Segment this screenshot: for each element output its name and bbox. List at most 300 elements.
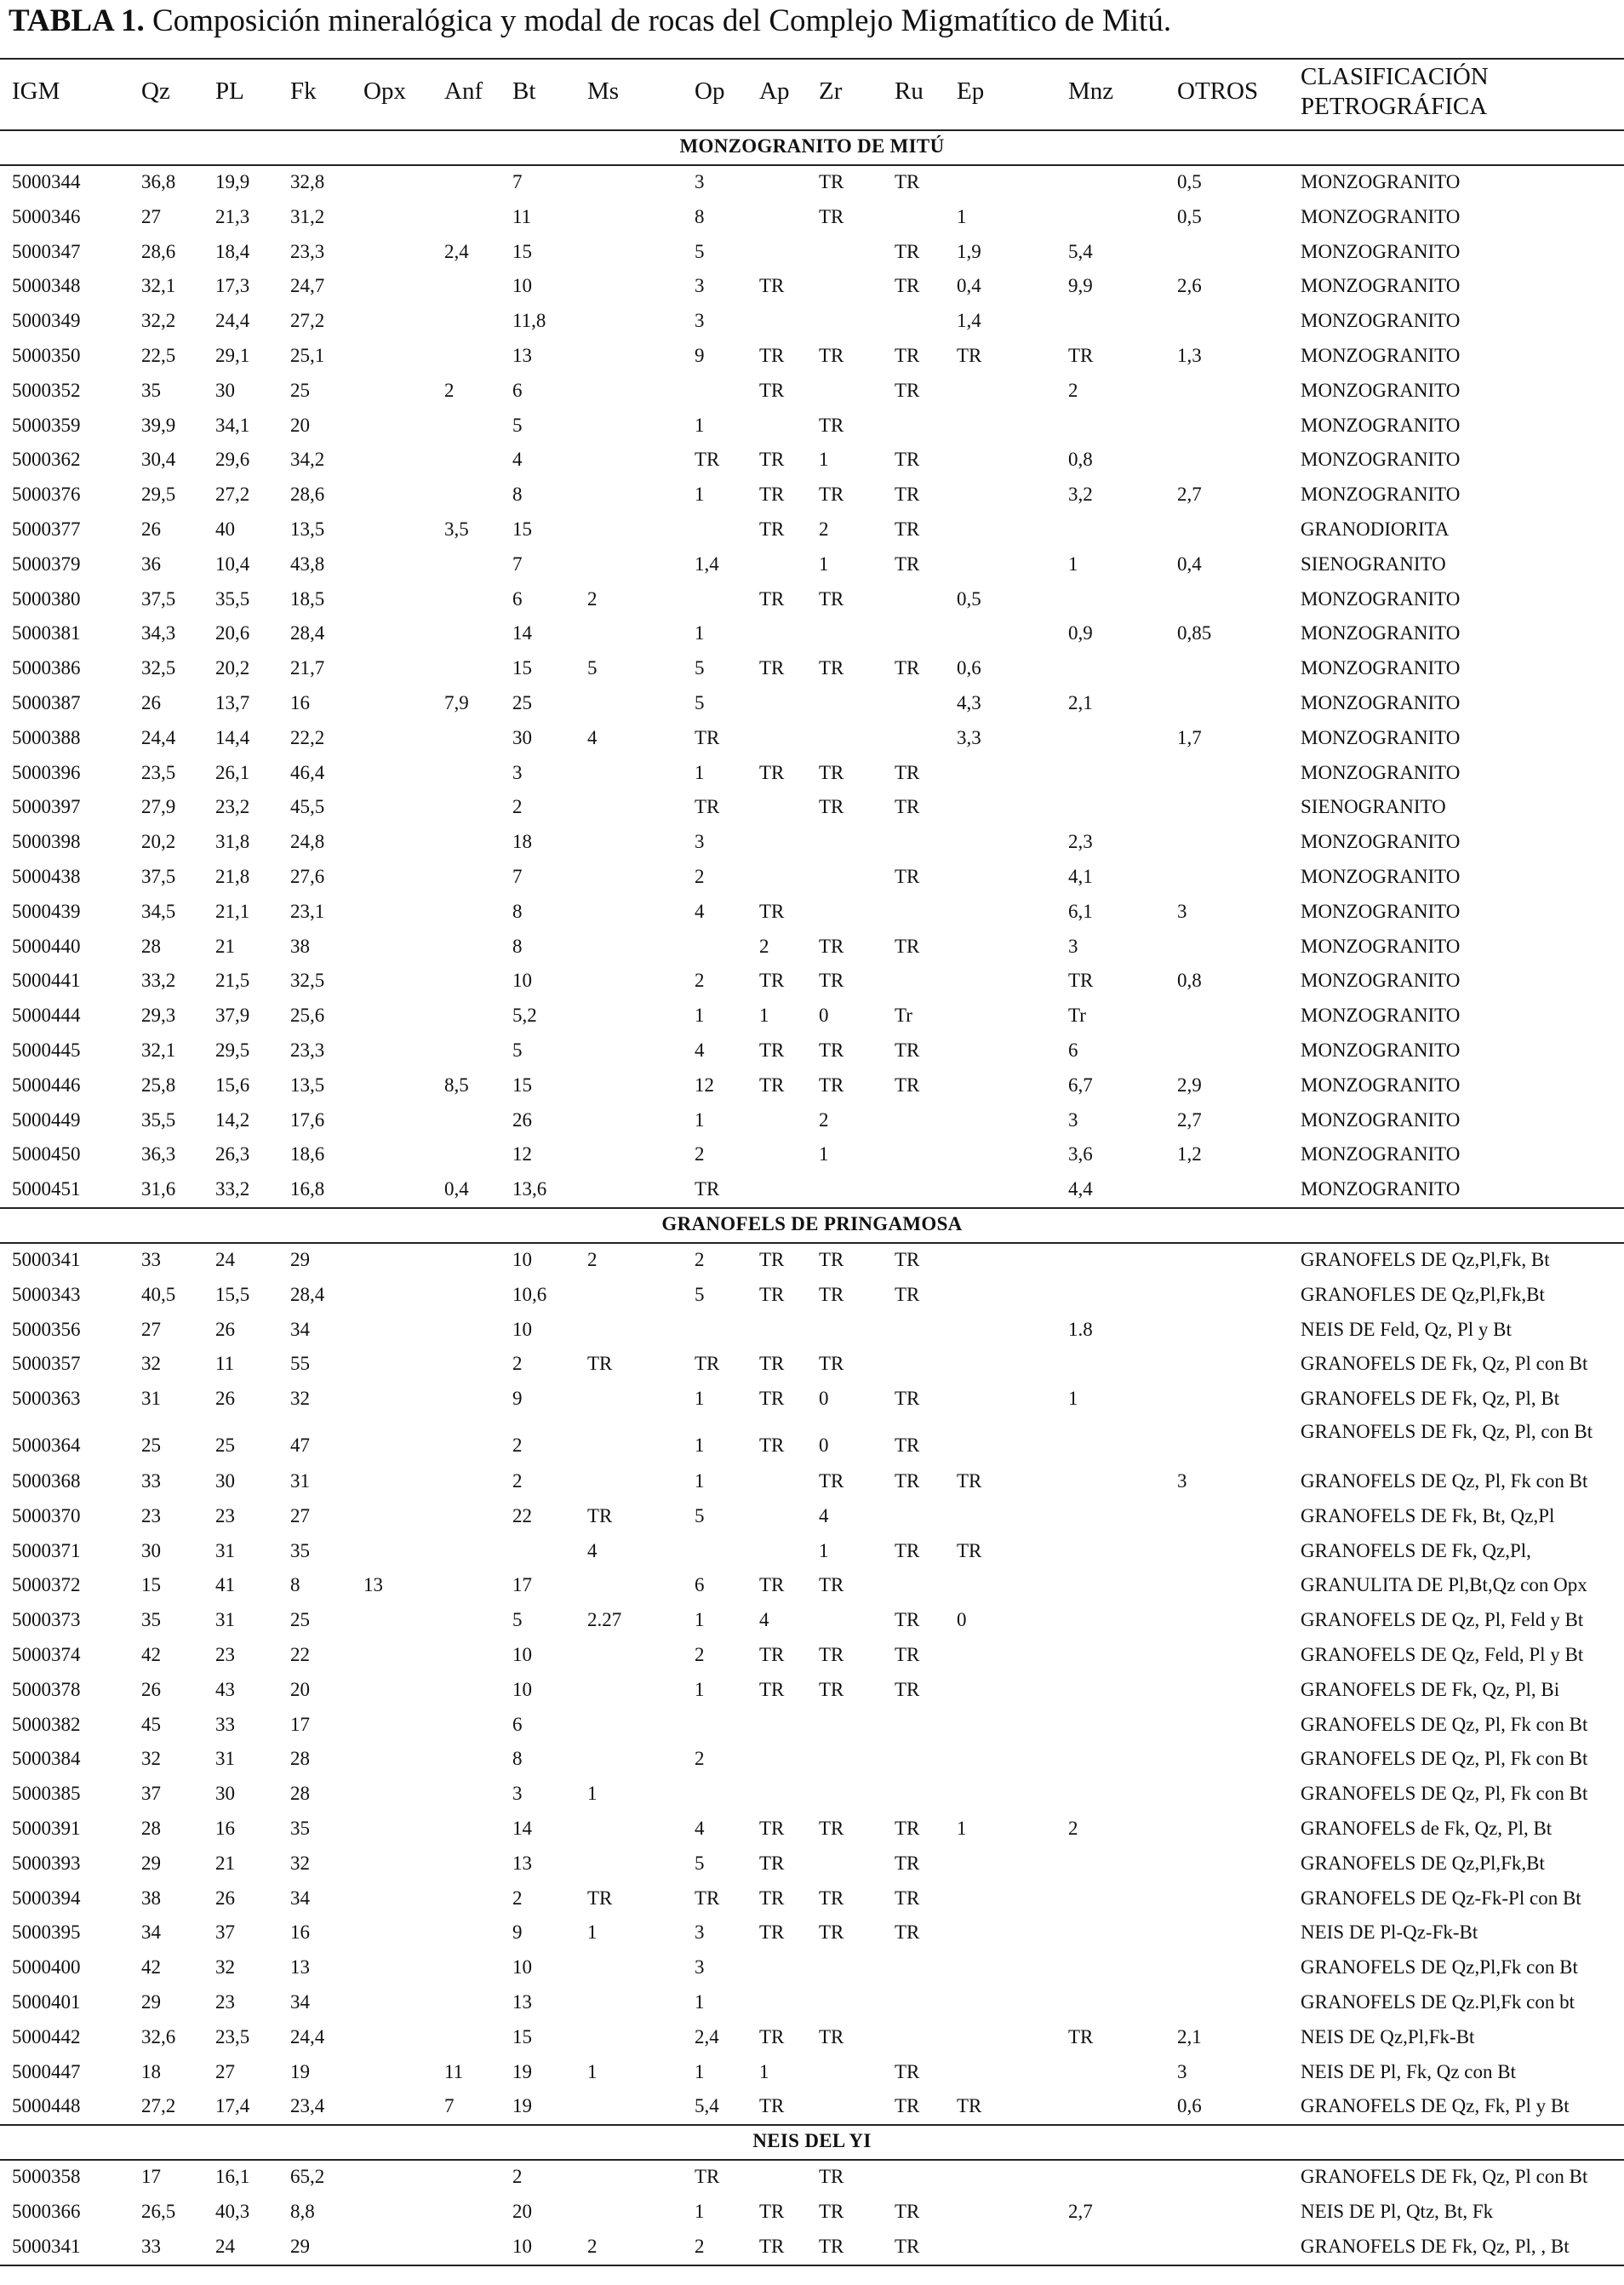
value-cell: TR xyxy=(819,796,844,818)
value-cell: 24,4 xyxy=(141,726,176,748)
value-cell: 8,5 xyxy=(444,1074,469,1096)
classification-cell: GRANOFELS DE Fk, Qz, Pl, Bt xyxy=(1301,1388,1560,1410)
table-row xyxy=(0,616,1624,651)
value-cell: 38 xyxy=(290,935,310,957)
value-cell: 0 xyxy=(819,1435,829,1456)
value-cell: 1 xyxy=(695,1388,705,1410)
value-cell: 17,3 xyxy=(215,275,250,297)
table-row xyxy=(0,443,1624,478)
value-cell: 4,4 xyxy=(1068,1178,1093,1200)
table-row xyxy=(0,478,1624,513)
igm-cell: 5000438 xyxy=(12,866,81,887)
value-cell: 27 xyxy=(141,205,161,227)
value-cell: TR xyxy=(819,1921,844,1944)
table-row xyxy=(0,2020,1624,2055)
table-row xyxy=(0,1347,1624,1382)
classification-cell: GRANOFELS DE Fk, Qz,Pl, xyxy=(1301,1539,1531,1561)
igm-cell: 5000374 xyxy=(12,1644,81,1665)
value-cell: TR xyxy=(895,1818,920,1839)
value-cell: 23 xyxy=(215,1504,235,1526)
table-row xyxy=(0,825,1624,860)
column-header: Ms xyxy=(587,77,620,105)
classification-cell: MONZOGRANITO xyxy=(1301,171,1461,192)
value-cell: 2 xyxy=(1068,379,1078,401)
value-cell: TR xyxy=(895,1887,920,1909)
classification-cell: MONZOGRANITO xyxy=(1301,1039,1461,1061)
value-cell: TR xyxy=(819,657,844,679)
classification-cell: GRANOFELS DE Qz, Pl, Fk con Bt xyxy=(1301,1783,1588,1805)
value-cell: TR xyxy=(695,1178,720,1200)
igm-cell: 5000341 xyxy=(12,2235,81,2257)
value-cell: 0 xyxy=(819,1388,829,1410)
value-cell: 8 xyxy=(512,484,523,506)
value-cell: TR xyxy=(695,1353,720,1375)
value-cell: 2 xyxy=(819,518,829,540)
value-cell: TR xyxy=(895,1249,920,1270)
value-cell: 47 xyxy=(290,1435,310,1456)
value-cell: TR xyxy=(695,1887,720,1909)
value-cell: TR xyxy=(1068,2025,1094,2047)
value-cell: 3 xyxy=(695,310,705,332)
value-cell: 26 xyxy=(141,518,161,540)
value-cell: 37,9 xyxy=(215,1005,250,1027)
value-cell: 27 xyxy=(215,2060,235,2082)
value-cell: TR xyxy=(695,796,720,818)
classification-cell: NEIS DE Pl, Qtz, Bt, Fk xyxy=(1301,2201,1494,2222)
value-cell: 2,7 xyxy=(1068,2201,1093,2222)
value-cell: 7 xyxy=(512,553,523,575)
igm-cell: 5000384 xyxy=(12,1748,81,1770)
value-cell: 1,7 xyxy=(1177,726,1202,748)
value-cell: 36,8 xyxy=(141,171,176,192)
value-cell: 30 xyxy=(215,1470,235,1492)
table-row xyxy=(0,2195,1624,2230)
value-cell: TR xyxy=(895,379,920,401)
value-cell: 22 xyxy=(290,1644,310,1665)
value-cell: 19 xyxy=(512,2060,532,2082)
value-cell: 13,5 xyxy=(290,518,325,540)
value-cell: 25,1 xyxy=(290,345,325,366)
value-cell: 7 xyxy=(444,2095,455,2117)
value-cell: 37 xyxy=(215,1921,235,1944)
value-cell: 26 xyxy=(141,1678,161,1700)
table-row xyxy=(0,1034,1624,1068)
value-cell: 30 xyxy=(512,726,532,748)
value-cell: 31 xyxy=(141,1388,161,1410)
value-cell: 32 xyxy=(141,1748,161,1770)
value-cell: TR xyxy=(819,2201,844,2222)
value-cell: TR xyxy=(819,1470,844,1492)
table-top-rule xyxy=(0,58,1624,60)
value-cell: 5 xyxy=(695,1852,705,1874)
value-cell: 2 xyxy=(695,1748,705,1770)
value-cell: 23,5 xyxy=(215,2025,250,2047)
value-cell: TR xyxy=(819,484,844,506)
igm-cell: 5000372 xyxy=(12,1574,81,1596)
classification-cell: GRANOFELS DE Qz-Fk-Pl con Bt xyxy=(1301,1887,1581,1909)
value-cell: 20 xyxy=(290,414,310,436)
value-cell: 1 xyxy=(695,622,705,644)
table-row xyxy=(0,339,1624,374)
classification-cell: MONZOGRANITO xyxy=(1301,449,1461,471)
value-cell: 12 xyxy=(512,1143,532,1165)
value-cell: 28 xyxy=(290,1783,310,1805)
value-cell: 0 xyxy=(957,1609,967,1631)
value-cell: TR xyxy=(759,1249,785,1270)
table-row xyxy=(0,235,1624,270)
igm-cell: 5000382 xyxy=(12,1713,81,1735)
value-cell: 33 xyxy=(215,1713,235,1735)
value-cell: 3,2 xyxy=(1068,484,1093,506)
value-cell: 45 xyxy=(141,1713,161,1735)
value-cell: 16,8 xyxy=(290,1178,325,1200)
value-cell: 35,5 xyxy=(215,587,250,610)
classification-cell: MONZOGRANITO xyxy=(1301,1178,1461,1200)
value-cell: 11,8 xyxy=(512,310,546,332)
igm-cell: 5000378 xyxy=(12,1678,81,1700)
value-cell: 4 xyxy=(759,1609,769,1631)
value-cell: 10 xyxy=(512,275,532,297)
value-cell: 23,2 xyxy=(215,796,250,818)
value-cell: TR xyxy=(587,1887,613,1909)
classification-cell: GRANOFELS DE Qz, Pl, Fk con Bt xyxy=(1301,1470,1588,1492)
value-cell: 25 xyxy=(512,692,532,713)
value-cell: 21,7 xyxy=(290,657,325,679)
value-cell: 13 xyxy=(512,1991,532,2013)
classification-cell: MONZOGRANITO xyxy=(1301,587,1461,610)
value-cell: TR xyxy=(819,1353,844,1375)
value-cell: 31 xyxy=(215,1748,235,1770)
value-cell: TR xyxy=(759,1921,785,1944)
value-cell: 34 xyxy=(141,1921,161,1944)
value-cell: TR xyxy=(695,2166,720,2188)
value-cell: 17,6 xyxy=(290,1108,325,1131)
value-cell: 33,2 xyxy=(215,1178,250,1200)
value-cell: 1 xyxy=(695,414,705,436)
value-cell: 18,5 xyxy=(290,587,325,610)
value-cell: TR xyxy=(759,484,785,506)
value-cell: 2,3 xyxy=(1068,831,1093,853)
value-cell: 34,3 xyxy=(141,622,176,644)
value-cell: 33 xyxy=(141,1249,161,1270)
igm-cell: 5000449 xyxy=(12,1108,81,1131)
value-cell: 5,2 xyxy=(512,1005,537,1027)
classification-cell: GRANOFELS DE Qz, Pl, Fk con Bt xyxy=(1301,1748,1588,1770)
value-cell: TR xyxy=(895,2201,920,2222)
value-cell: 3 xyxy=(512,1783,523,1805)
value-cell: TR xyxy=(759,587,785,610)
value-cell: 0,8 xyxy=(1177,970,1202,992)
classification-cell: GRANOFELS DE Qz,Pl,Fk con Bt xyxy=(1301,1956,1578,1979)
value-cell: 29 xyxy=(141,1991,161,2013)
value-cell: 4 xyxy=(512,449,523,471)
table-row xyxy=(0,1777,1624,1812)
value-cell: TR xyxy=(895,761,920,783)
value-cell: 28 xyxy=(141,935,161,957)
classification-cell: GRANODIORITA xyxy=(1301,518,1450,540)
value-cell: 32,2 xyxy=(141,310,176,332)
value-cell: 35 xyxy=(290,1539,310,1561)
column-header: PL xyxy=(215,77,244,105)
value-cell: 1 xyxy=(819,449,829,471)
value-cell: 1 xyxy=(819,553,829,575)
value-cell: 4 xyxy=(587,1539,598,1561)
value-cell: 25 xyxy=(290,379,310,401)
value-cell: 26 xyxy=(215,1318,235,1340)
value-cell: 26 xyxy=(141,692,161,713)
value-cell: 22,5 xyxy=(141,345,176,366)
value-cell: TR xyxy=(759,2201,785,2222)
classification-cell: MONZOGRANITO xyxy=(1301,240,1461,262)
value-cell: 3 xyxy=(1177,900,1187,922)
value-cell: 34,5 xyxy=(141,900,176,922)
value-cell: 20,6 xyxy=(215,622,250,644)
value-cell: 0,9 xyxy=(1068,622,1093,644)
value-cell: 32,6 xyxy=(141,2025,176,2047)
table-bottom-rule xyxy=(0,2265,1624,2266)
value-cell: 34,1 xyxy=(215,414,250,436)
table-row xyxy=(0,756,1624,791)
classification-cell: GRANOFELS DE Qz, Pl, Feld y Bt xyxy=(1301,1609,1584,1631)
value-cell: 13,6 xyxy=(512,1178,547,1200)
value-cell: 5 xyxy=(512,414,523,436)
value-cell: TR xyxy=(895,1921,920,1944)
value-cell: 27,2 xyxy=(215,484,250,506)
igm-cell: 5000364 xyxy=(12,1435,81,1456)
classification-cell: MONZOGRANITO xyxy=(1301,622,1461,644)
table-row xyxy=(0,1673,1624,1708)
classification-cell: MONZOGRANITO xyxy=(1301,1143,1461,1165)
value-cell: 21,3 xyxy=(215,205,250,227)
value-cell: 6 xyxy=(512,379,523,401)
value-cell: 37,5 xyxy=(141,587,176,610)
classification-cell: MONZOGRANITO xyxy=(1301,1005,1461,1027)
igm-cell: 5000441 xyxy=(12,970,81,992)
igm-cell: 5000401 xyxy=(12,1991,81,2013)
classification-cell: MONZOGRANITO xyxy=(1301,761,1461,783)
classification-cell: MONZOGRANITO xyxy=(1301,692,1461,713)
value-cell: 29,5 xyxy=(141,484,176,506)
value-cell: TR xyxy=(819,1574,844,1596)
value-cell: 2 xyxy=(819,1108,829,1131)
value-cell: 1 xyxy=(759,1005,769,1027)
table-row xyxy=(0,1916,1624,1950)
value-cell: 8 xyxy=(290,1574,300,1596)
value-cell: 29 xyxy=(290,1249,310,1270)
value-cell: TR xyxy=(895,1539,920,1561)
value-cell: 31 xyxy=(290,1470,310,1492)
table-row xyxy=(0,1742,1624,1777)
value-cell: 26,3 xyxy=(215,1143,250,1165)
value-cell: TR xyxy=(895,449,920,471)
value-cell: TR xyxy=(819,587,844,610)
value-cell: 23 xyxy=(215,1644,235,1665)
igm-cell: 5000386 xyxy=(12,657,81,679)
value-cell: 2,4 xyxy=(444,240,469,262)
value-cell: 5 xyxy=(695,692,705,713)
value-cell: 55 xyxy=(290,1353,310,1375)
value-cell: 0,5 xyxy=(1177,171,1202,192)
table-row xyxy=(0,1881,1624,1916)
column-header: Bt xyxy=(512,77,536,105)
value-cell: 16 xyxy=(290,1921,310,1944)
igm-cell: 5000357 xyxy=(12,1353,81,1375)
value-cell: TR xyxy=(819,970,844,992)
value-cell: 37,5 xyxy=(141,866,176,887)
value-cell: 1 xyxy=(695,1470,705,1492)
value-cell: TR xyxy=(759,1574,785,1596)
value-cell: 23,3 xyxy=(290,1039,325,1061)
value-cell: 24 xyxy=(215,1249,235,1270)
value-cell: TR xyxy=(587,1504,613,1526)
classification-cell: GRANOFELS DE Qz.Pl,Fk con bt xyxy=(1301,1991,1575,2013)
value-cell: 16 xyxy=(290,692,310,713)
igm-cell: 5000391 xyxy=(12,1818,81,1839)
value-cell: 1 xyxy=(695,1108,705,1131)
igm-cell: 5000348 xyxy=(12,275,81,297)
value-cell: TR xyxy=(895,240,920,262)
value-cell: 23,5 xyxy=(141,761,176,783)
table-row xyxy=(0,1603,1624,1638)
igm-cell: 5000344 xyxy=(12,171,81,192)
column-header: Ep xyxy=(957,77,985,105)
table-row xyxy=(0,200,1624,235)
value-cell: 29,6 xyxy=(215,449,250,471)
igm-cell: 5000440 xyxy=(12,935,81,957)
value-cell: TR xyxy=(895,1644,920,1665)
value-cell: TR xyxy=(819,1644,844,1665)
value-cell: 2 xyxy=(695,866,705,887)
value-cell: 23 xyxy=(141,1504,161,1526)
value-cell: 43 xyxy=(215,1678,235,1700)
value-cell: TR xyxy=(895,518,920,540)
value-cell: 10 xyxy=(512,1249,532,1270)
value-cell: TR xyxy=(819,205,844,227)
value-cell: 0,6 xyxy=(1177,2095,1202,2117)
igm-cell: 5000396 xyxy=(12,761,81,783)
value-cell: 13 xyxy=(512,345,532,366)
value-cell: TR xyxy=(895,1039,920,1061)
value-cell: 21 xyxy=(215,935,235,957)
igm-cell: 5000439 xyxy=(12,900,81,922)
value-cell: TR xyxy=(957,1539,982,1561)
value-cell: 5,4 xyxy=(1068,240,1093,262)
value-cell: 1,4 xyxy=(695,553,719,575)
value-cell: TR xyxy=(819,1283,844,1305)
value-cell: 13,7 xyxy=(215,692,250,713)
value-cell: 1 xyxy=(695,1991,705,2013)
value-cell: 2 xyxy=(512,1435,523,1456)
igm-cell: 5000451 xyxy=(12,1178,81,1200)
igm-cell: 5000387 xyxy=(12,692,81,713)
value-cell: 35 xyxy=(290,1818,310,1839)
value-cell: TR xyxy=(819,1678,844,1700)
classification-cell: SIENOGRANITO xyxy=(1301,553,1446,575)
value-cell: 0,4 xyxy=(957,275,981,297)
classification-cell: GRANOFELS DE Qz,Pl,Fk,Bt xyxy=(1301,1852,1545,1874)
value-cell: 35 xyxy=(141,1609,161,1631)
value-cell: 3 xyxy=(695,1921,705,1944)
column-header: Opx xyxy=(363,77,406,105)
igm-cell: 5000379 xyxy=(12,553,81,575)
igm-cell: 5000376 xyxy=(12,484,81,506)
value-cell: 17 xyxy=(512,1574,532,1596)
igm-cell: 5000447 xyxy=(12,2060,81,2082)
value-cell: 8,8 xyxy=(290,2201,315,2222)
value-cell: 25,8 xyxy=(141,1074,176,1096)
value-cell: 27,2 xyxy=(290,310,325,332)
igm-cell: 5000397 xyxy=(12,796,81,818)
value-cell: 35 xyxy=(141,379,161,401)
value-cell: TR xyxy=(759,379,785,401)
classification-cell: GRANOFELS DE Fk, Qz, Pl, con Bt xyxy=(1301,1421,1593,1442)
classification-cell: MONZOGRANITO xyxy=(1301,1074,1461,1096)
value-cell: 2 xyxy=(587,587,598,610)
classification-cell: GRANOFELS de Fk, Qz, Pl, Bt xyxy=(1301,1818,1553,1839)
table-title-text: Composición mineralógica y modal de rocas del Complejo Migmatítico de Mitú. xyxy=(144,3,1172,38)
value-cell: 1 xyxy=(1068,1388,1078,1410)
table-row xyxy=(0,165,1624,200)
classification-cell: MONZOGRANITO xyxy=(1301,866,1461,887)
value-cell: 1 xyxy=(819,1539,829,1561)
value-cell: 39,9 xyxy=(141,414,176,436)
value-cell: TR xyxy=(895,1470,920,1492)
value-cell: 2 xyxy=(587,2235,598,2257)
value-cell: 2,9 xyxy=(1177,1074,1202,1096)
value-cell: 27,6 xyxy=(290,866,325,887)
value-cell: 46,4 xyxy=(290,761,325,783)
igm-cell: 5000385 xyxy=(12,1783,81,1805)
value-cell: TR xyxy=(759,2235,785,2257)
value-cell: 2 xyxy=(759,935,769,957)
value-cell: 1 xyxy=(957,1818,967,1839)
value-cell: 34 xyxy=(290,1318,310,1340)
value-cell: 6 xyxy=(1068,1039,1078,1061)
igm-cell: 5000350 xyxy=(12,345,81,366)
classification-cell: GRANOFELS DE Qz, Fk, Pl y Bt xyxy=(1301,2095,1570,2117)
value-cell: TR xyxy=(819,2025,844,2047)
value-cell: 14,2 xyxy=(215,1108,250,1131)
value-cell: 1 xyxy=(587,2060,598,2082)
value-cell: 10 xyxy=(512,1318,532,1340)
value-cell: 25 xyxy=(141,1435,161,1456)
value-cell: TR xyxy=(819,1074,844,1096)
value-cell: 29,3 xyxy=(141,1005,176,1027)
value-cell: 15 xyxy=(512,518,532,540)
value-cell: 8 xyxy=(512,935,523,957)
value-cell: TR xyxy=(895,1074,920,1096)
value-cell: 29 xyxy=(141,1852,161,1874)
value-cell: 6,7 xyxy=(1068,1074,1093,1096)
value-cell: TR xyxy=(819,1249,844,1270)
value-cell: 23,1 xyxy=(290,900,325,922)
value-cell: 14 xyxy=(512,622,532,644)
value-cell: 7,9 xyxy=(444,692,469,713)
classification-cell: GRANOFELS DE Qz, Pl, Fk con Bt xyxy=(1301,1713,1588,1735)
igm-cell: 5000400 xyxy=(12,1956,81,1979)
value-cell: 18 xyxy=(141,2060,161,2082)
value-cell: 11 xyxy=(512,205,532,227)
value-cell: 2 xyxy=(512,1887,523,1909)
value-cell: TR xyxy=(1068,345,1094,366)
value-cell: 1.8 xyxy=(1068,1318,1093,1340)
column-header: Qz xyxy=(141,77,170,105)
value-cell: 1,3 xyxy=(1177,345,1202,366)
value-cell: TR xyxy=(759,970,785,992)
classification-cell: NEIS DE Feld, Qz, Pl y Bt xyxy=(1301,1318,1512,1340)
value-cell: 2 xyxy=(512,1353,523,1375)
value-cell: 28,6 xyxy=(290,484,325,506)
